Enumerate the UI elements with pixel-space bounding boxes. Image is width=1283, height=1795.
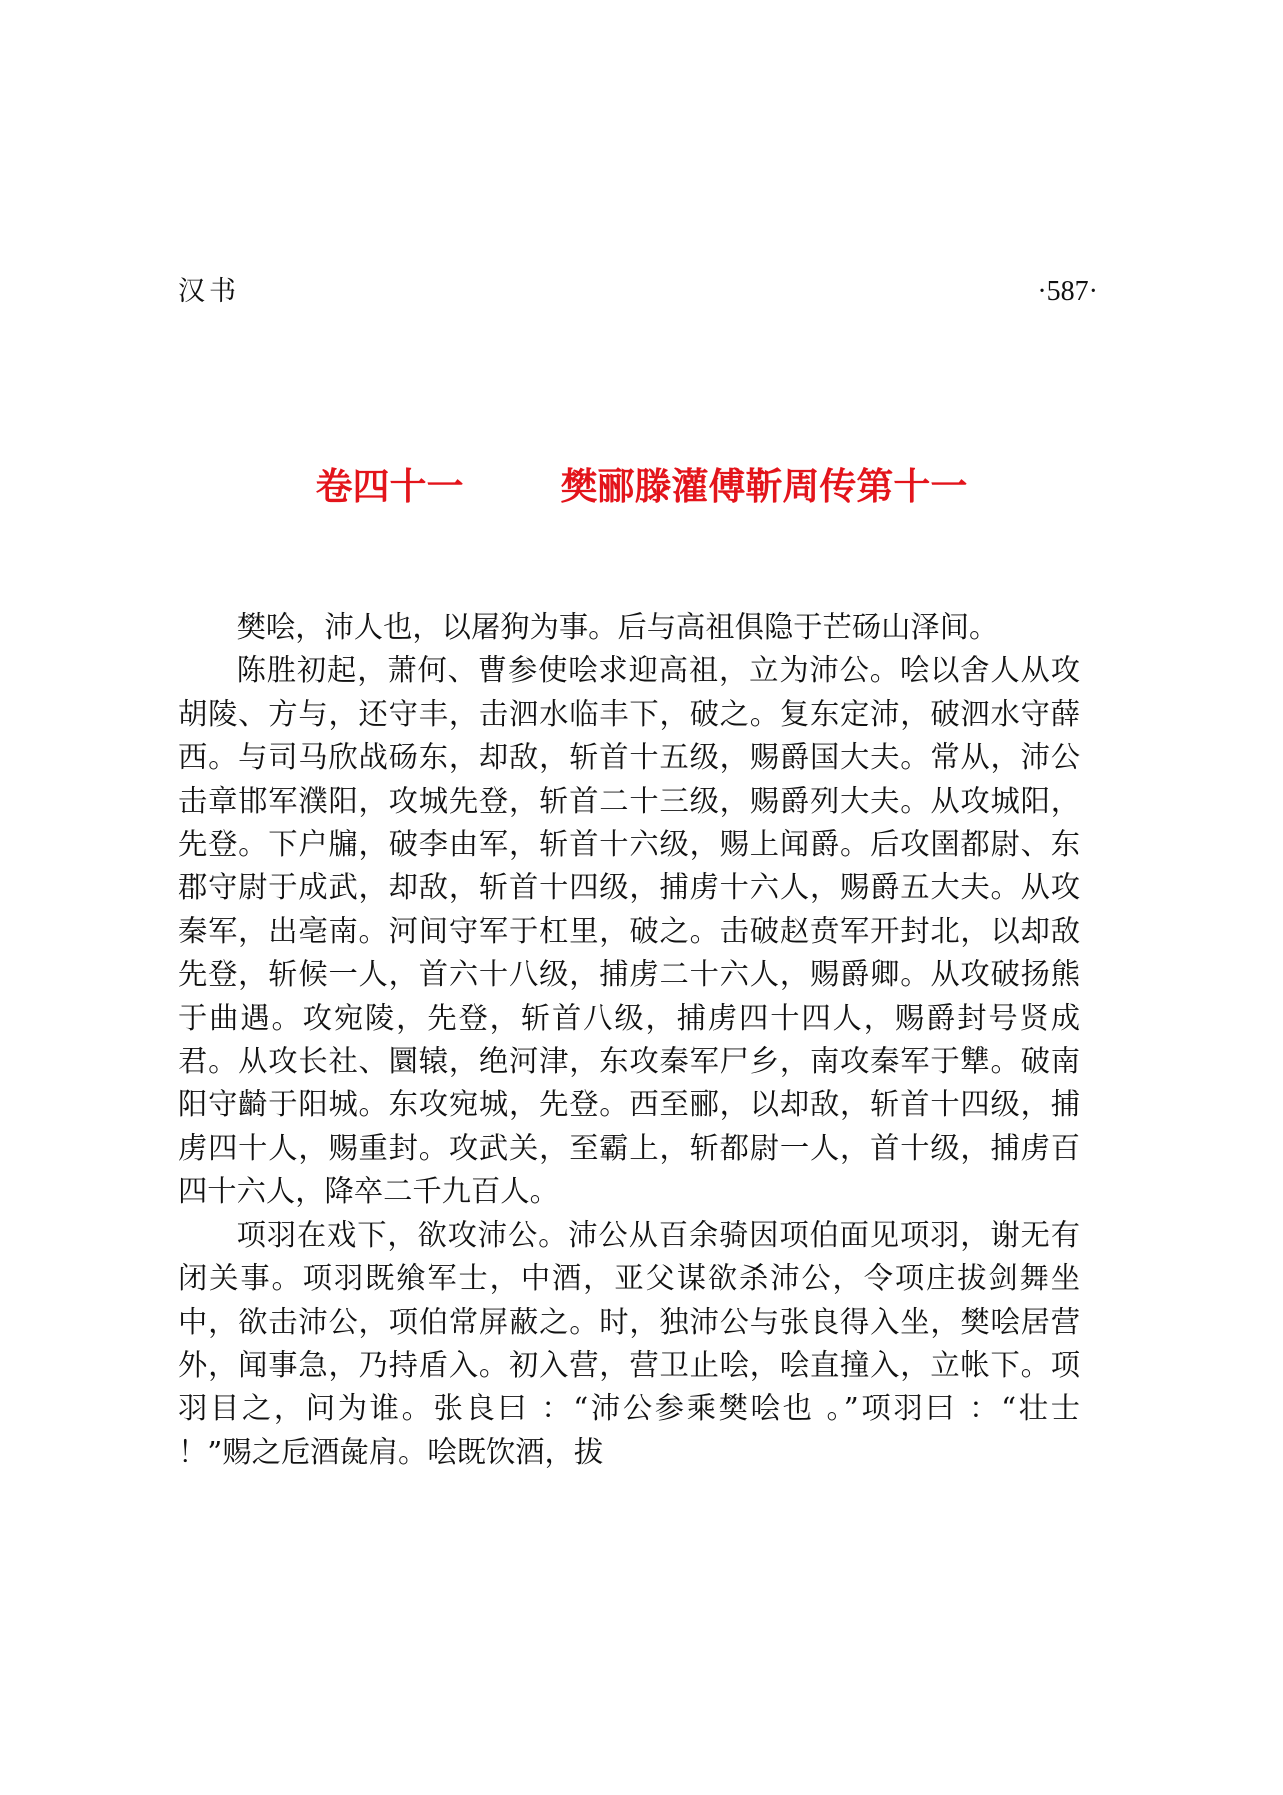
paragraph: 樊哙，沛人也，以屠狗为事。后与高祖俱隐于芒砀山泽间。 [236,610,999,644]
body-text [178,606,1080,1474]
chapter-heading [0,462,1283,512]
paragraph: 陈胜初起，萧何、曹参使哙求迎高祖，立为沛公。哙以舍人从攻胡陵、方与，还守丰，击泗水临丰下，破之。复东定沛，破泗水守薛西。与司马欣战砀东，却敌，斩首十五级，赐爵国大夫。常从，沛公击章邯军濮阳，攻城先登，斩首二十三级，赐爵列大夫。从攻城阳，先登。下户牖，破李由军，斩首十六级，赐上闻爵。后攻圉都尉、东郡守尉于成武，却敌，斩首十四级，捕虏十六人，赐爵五大夫。从攻秦军，出亳南。河间守军于杠里，破之。击破赵贲军开封北，以却敌先登，斩候一人，首六十八级，捕虏二十六人，赐爵卿。从攻破扬熊于曲遇。攻宛陵，先登，斩首八级，捕虏四十四人，赐爵封号贤成君。从攻长社、圜辕，绝河津，东攻秦军尸乡，南攻秦军于犨。破南阳守齮于阳城。东攻宛城，先登。西至郦，以却敌，斩首十四级，捕虏四十人，赐重封。攻武关，至霸上，斩都尉一人，首十级，捕虏百四十六人，降卒二千九百人。 [178,653,1080,1209]
paragraph: 项羽在戏下，欲攻沛公。沛公从百余骑因项伯面见项羽，谢无有闭关事。项羽既飨军士，中酒，亚父谋欲杀沛公，令项庄拔剑舞坐中，欲击沛公，项伯常屏蔽之。时，独沛公与张良得入坐，樊哙居营外，闻事急，乃持盾入。初入营，营卫止哙，哙直撞入，立帐下。项羽目之，问为谁。张良曰 ：“沛公参乘樊哙也 。”项羽曰 ：“壮士 ！”赐之卮酒彘肩。哙既饮酒，拔 [178,1217,1080,1469]
chapter-number: 卷四十一 [315,465,464,508]
running-header [178,272,1098,312]
chapter-title: 樊郦滕灌傅靳周传第十一 [560,465,968,508]
page-number: ·587· [1037,276,1098,307]
book-title: 汉书 [178,276,240,307]
